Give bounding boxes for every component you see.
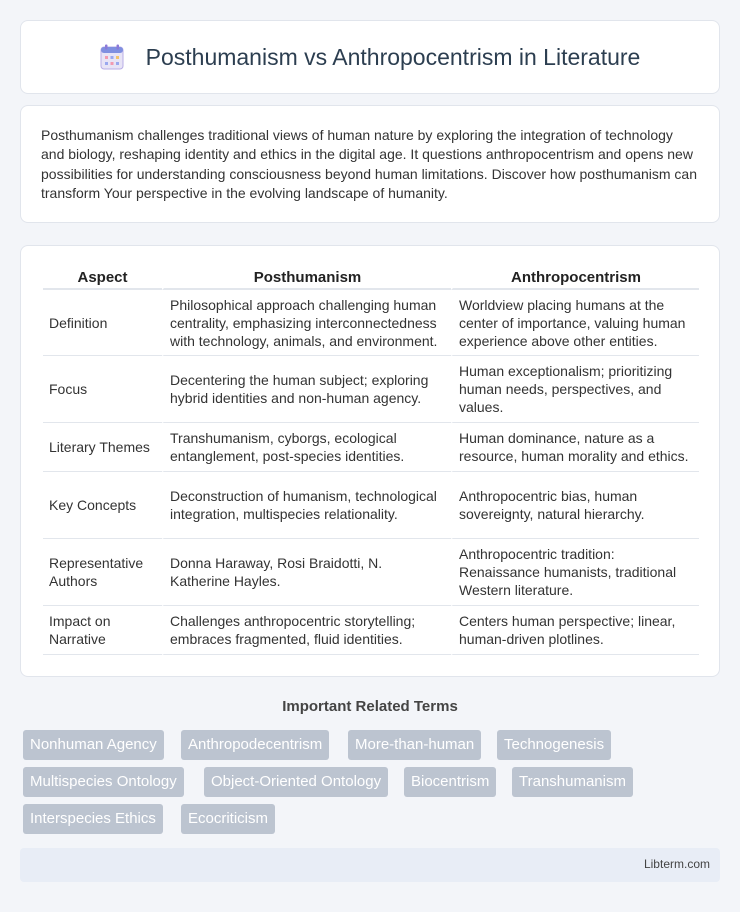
footer xyxy=(20,848,720,882)
table-cell-posthumanism: Decentering the human subject; exploring hybrid identities and non-human agency. xyxy=(162,356,451,423)
intro-paragraph: Posthumanism challenges traditional views of human nature by exploring the integration of technology and biology, reshaping identity and ethics in the digital age. It questions anthropocentrism and opens new possibilities for understanding consciousness beyond human limitations. Discover how posthumanism can transform Your perspective in the evolving landscape of humanity. xyxy=(41,127,698,201)
table-cell-aspect: Literary Themes xyxy=(43,423,162,472)
related-term-tag[interactable]: Transhumanism xyxy=(512,767,633,797)
table-header-row xyxy=(43,266,699,290)
related-term-tag[interactable]: Interspecies Ethics xyxy=(23,804,163,834)
column-header-anthropocentrism: Anthropocentrism xyxy=(451,266,699,290)
table-row xyxy=(43,290,699,356)
table-cell-posthumanism: Deconstruction of humanism, technological integration, multispecies relationality. xyxy=(162,472,451,539)
related-term-tag[interactable]: Technogenesis xyxy=(497,730,611,760)
page-title: Posthumanism vs Anthropocentrism in Literature xyxy=(145,43,641,70)
table-cell-anthropocentrism: Anthropocentric bias, human sovereignty, natural hierarchy. xyxy=(451,472,699,539)
column-header-aspect: Aspect xyxy=(43,266,162,290)
title-card xyxy=(20,20,720,94)
column-header-posthumanism: Posthumanism xyxy=(162,266,451,290)
table-cell-posthumanism: Challenges anthropocentric storytelling; embraces fragmented, fluid identities. xyxy=(162,606,451,655)
table-cell-posthumanism: Philosophical approach challenging human centrality, emphasizing interconnectedness with technology, animals, and environment. xyxy=(162,290,451,356)
table-cell-aspect: Key Concepts xyxy=(43,472,162,539)
related-term-tag[interactable]: Ecocriticism xyxy=(181,804,275,834)
intro-card xyxy=(20,105,720,223)
footer-site-link[interactable]: Libterm.com xyxy=(643,857,710,871)
comparison-table xyxy=(43,266,699,655)
table-cell-aspect: Focus xyxy=(43,356,162,423)
table-cell-anthropocentrism: Human exceptionalism; prioritizing human needs, perspectives, and values. xyxy=(451,356,699,423)
table-row xyxy=(43,423,699,472)
table-cell-anthropocentrism: Centers human perspective; linear, human-driven plotlines. xyxy=(451,606,699,655)
table-cell-anthropocentrism: Worldview placing humans at the center of importance, valuing human experience above other entities. xyxy=(451,290,699,356)
comparison-card xyxy=(20,245,720,677)
related-term-tag[interactable]: Nonhuman Agency xyxy=(23,730,164,760)
table-cell-posthumanism: Donna Haraway, Rosi Braidotti, N. Katherine Hayles. xyxy=(162,539,451,606)
table-row xyxy=(43,356,699,423)
related-term-tag[interactable]: Anthropodecentrism xyxy=(181,730,329,760)
table-cell-aspect: Impact on Narrative xyxy=(43,606,162,655)
table-cell-aspect: Definition xyxy=(43,290,162,356)
related-term-tag[interactable]: Multispecies Ontology xyxy=(23,767,184,797)
table-row xyxy=(43,606,699,655)
table-cell-posthumanism: Transhumanism, cyborgs, ecological entanglement, post-species identities. xyxy=(162,423,451,472)
related-terms-heading: Important Related Terms xyxy=(282,698,458,715)
related-term-tag[interactable]: More-than-human xyxy=(348,730,481,760)
related-term-tag[interactable]: Biocentrism xyxy=(404,767,496,797)
table-cell-anthropocentrism: Anthropocentric tradition: Renaissance humanists, traditional Western literature. xyxy=(451,539,699,606)
table-row xyxy=(43,539,699,606)
table-cell-anthropocentrism: Human dominance, nature as a resource, human morality and ethics. xyxy=(451,423,699,472)
related-term-tag[interactable]: Object-Oriented Ontology xyxy=(204,767,388,797)
table-row xyxy=(43,472,699,539)
table-cell-aspect: Representative Authors xyxy=(43,539,162,606)
calendar-icon xyxy=(100,44,124,70)
